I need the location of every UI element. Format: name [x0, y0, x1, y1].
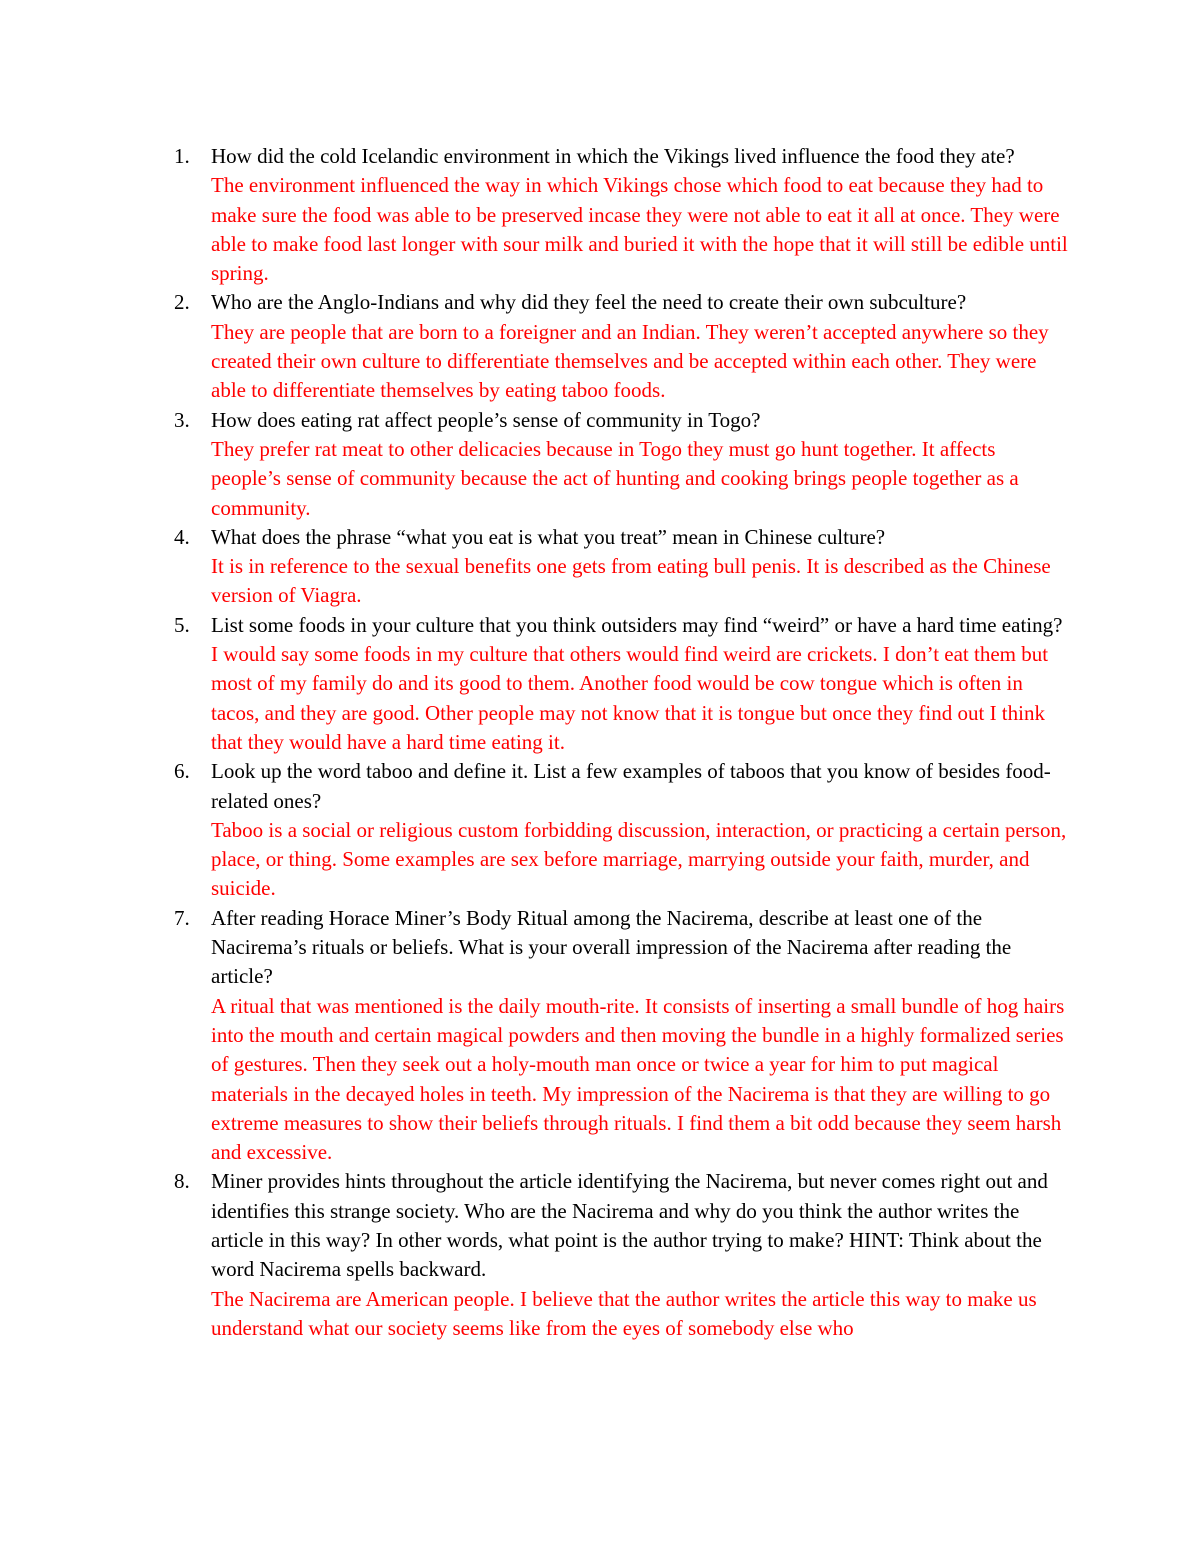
list-item-7 — [170, 904, 1070, 1168]
answer-text: I would say some foods in my culture that others would find weird are crickets. I don’t eat them but most of my family do and its good to them. Another food would be cow tongue which is often in tacos, and they are good. Other people may not know that it is tongue but once they find out I think that they would have a hard time eating it. — [211, 642, 1049, 754]
item-number: 4. — [174, 524, 190, 549]
answer-text: They are people that are born to a foreigner and an Indian. They weren’t accepted anywhere so they created their own culture to differentiate themselves and be accepted within each other. They were able to differentiate themselves by eating taboo foods. — [211, 319, 1049, 403]
question-text: After reading Horace Miner’s Body Ritual among the Nacirema, describe at least one of the Nacirema’s rituals or beliefs. What is your overall impression of the Nacirema after reading the article? — [211, 905, 1012, 989]
list-item-4 — [170, 523, 1070, 611]
question-answer-list — [170, 142, 1070, 1343]
question-text: How did the cold Icelandic environment in which the Vikings lived influence the food they ate? — [211, 144, 1015, 168]
answer-text: They prefer rat meat to other delicacies because in Togo they must go hunt together. It affects people’s sense of community because the act of hunting and cooking brings people together as a community. — [211, 436, 1019, 520]
list-item-3 — [170, 406, 1070, 523]
item-number: 8. — [174, 1169, 190, 1194]
list-item-5 — [170, 611, 1070, 757]
list-item-6 — [170, 757, 1070, 903]
item-number: 6. — [174, 759, 190, 784]
question-text: Who are the Anglo-Indians and why did they feel the need to create their own subculture? — [211, 290, 967, 315]
question-text: How does eating rat affect people’s sense of community in Togo? — [211, 407, 761, 432]
answer-text: A ritual that was mentioned is the daily mouth-rite. It consists of inserting a small bundle of hog hairs into the mouth and certain magical powders and then moving the bundle in a highly formalized series of gestures. Then they seek out a holy-mouth man once or twice a year for him to put magical materials in the decayed holes in teeth. My impression of the Nacirema is that they are willing to go extreme measures to show their beliefs through rituals. I find them a bit odd because they seem harsh and excessive. — [211, 993, 1065, 1165]
answer-text: The environment influenced the way in which Vikings chose which food to eat because they had to make sure the food was able to be preserved incase they were not able to eat it all at once. They were able to make food last longer with sour milk and buried it with the hope that it will still be edible until spring. — [211, 173, 1068, 286]
list-item-2 — [170, 288, 1070, 405]
item-number: 1. — [174, 144, 190, 168]
answer-text: Taboo is a social or religious custom forbidding discussion, interaction, or practicing a certain person, place, or thing. Some examples are sex before marriage, marrying outside your faith, murder, and suicide. — [211, 817, 1067, 901]
list-item-1 — [170, 142, 1070, 288]
item-number: 5. — [174, 612, 190, 637]
question-text: What does the phrase “what you eat is what you treat” mean in Chinese culture? — [211, 524, 886, 549]
question-text: Look up the word taboo and define it. List a few examples of taboos that you know of besides food-related ones? — [211, 759, 1051, 813]
answer-text: The Nacirema are American people. I believe that the author writes the article this way to make us understand what our society seems like from the eyes of somebody else who — [211, 1286, 1037, 1340]
item-number: 2. — [174, 290, 190, 315]
item-number: 3. — [174, 407, 190, 432]
question-text: Miner provides hints throughout the article identifying the Nacirema, but never comes right out and identifies this strange society. Who are the Nacirema and why do you think the author writes the article in this way? In other words, what point is the author trying to make? HINT: Think about the word Nacirema spells backward. — [211, 1169, 1048, 1282]
item-number: 7. — [174, 905, 190, 930]
list-item-8 — [170, 1167, 1070, 1343]
question-text: List some foods in your culture that you think outsiders may find “weird” or have a hard time eating? — [211, 612, 1063, 637]
answer-text: It is in reference to the sexual benefits one gets from eating bull penis. It is described as the Chinese version of Viagra. — [211, 554, 1051, 608]
